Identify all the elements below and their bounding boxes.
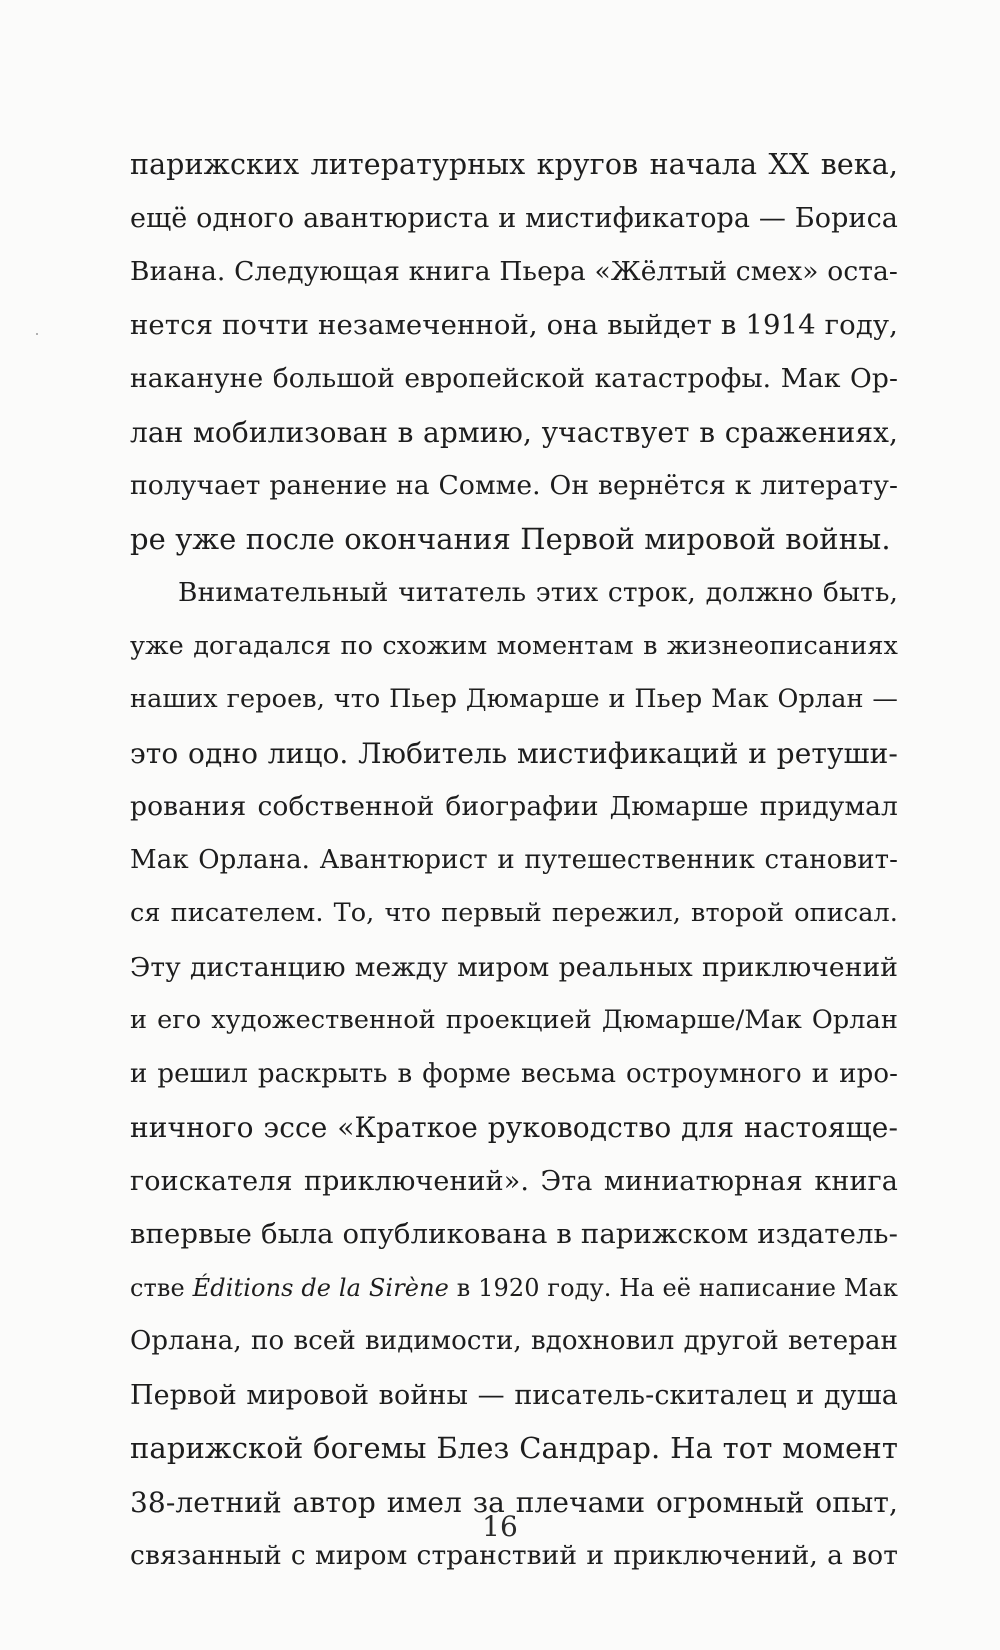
text-line: получает ранение на Сомме. Он вернётся к литерату- (130, 470, 898, 501)
paragraph-1 (130, 138, 898, 566)
paragraph-2 (130, 566, 898, 1583)
margin-speck (36, 333, 38, 335)
text-line: нется почти незамеченной, она выйдет в 1914 году, (130, 308, 898, 341)
text-run: стве (130, 1273, 193, 1302)
text-run: в 1920 году. На её написание Мак (448, 1273, 899, 1302)
text-line: Орлана, по всей видимости, вдохновил другой ветеран (130, 1326, 898, 1356)
text-line: Виана. Следующая книга Пьера «Жёлтый смех» оста- (130, 256, 898, 287)
text-line: гоискателя приключений». Эта миниатюрная книга (130, 1165, 898, 1197)
publisher-name-italic: Éditions de la Sirène (192, 1273, 449, 1302)
text-line: связанный с миром странствий и приключений, а вот (130, 1540, 898, 1571)
text-line: ещё одного авантюриста и мистификатора — Бориса (130, 202, 898, 234)
text-line: впервые была опубликована в парижском издатель- (130, 1218, 898, 1250)
text-line: рования собственной биографии Дюмарше придумал (130, 791, 898, 822)
text-line: Мак Орлана. Авантюрист и путешественник становит- (130, 844, 898, 875)
text-line: это одно лицо. Любитель мистификаций и ретуши- (130, 736, 898, 770)
text-line: ничного эссе «Краткое руководство для настояще- (130, 1111, 898, 1144)
text-line: парижской богемы Блез Сандрар. На тот момент (130, 1431, 898, 1465)
text-line: ся писателем. То, что первый пережил, второй описал. (130, 898, 898, 928)
text-line: Первой мировой войны — писатель-скиталец и душа (130, 1379, 898, 1411)
text-line: уже догадался по схожим моментам в жизнеописаниях (130, 630, 898, 661)
page-number: 16 (482, 1510, 518, 1543)
text-line: и его художественной проекцией Дюмарше/Мак Орлан (130, 1005, 898, 1035)
body-text (130, 138, 898, 1583)
text-line: 38-летний автор имел за плечами огромный опыт, (130, 1485, 898, 1519)
text-line: лан мобилизован в армию, участвует в сражениях, (130, 415, 898, 449)
text-line-with-italic (130, 1262, 898, 1316)
text-line: Внимательный читатель этих строк, должно быть, (178, 577, 898, 608)
text-line: и решил раскрыть в форме весьма остроумного и иро- (130, 1058, 898, 1089)
text-line: ре уже после окончания Первой мировой войны. (130, 521, 891, 556)
text-line: наших героев, что Пьер Дюмарше и Пьер Мак Орлан — (130, 684, 898, 714)
text-line: Эту дистанцию между миром реальных приключений (130, 951, 898, 983)
text-line: накануне большой европейской катастрофы. Мак Ор- (130, 363, 898, 394)
text-line: парижских литературных кругов начала XX века, (130, 148, 898, 181)
